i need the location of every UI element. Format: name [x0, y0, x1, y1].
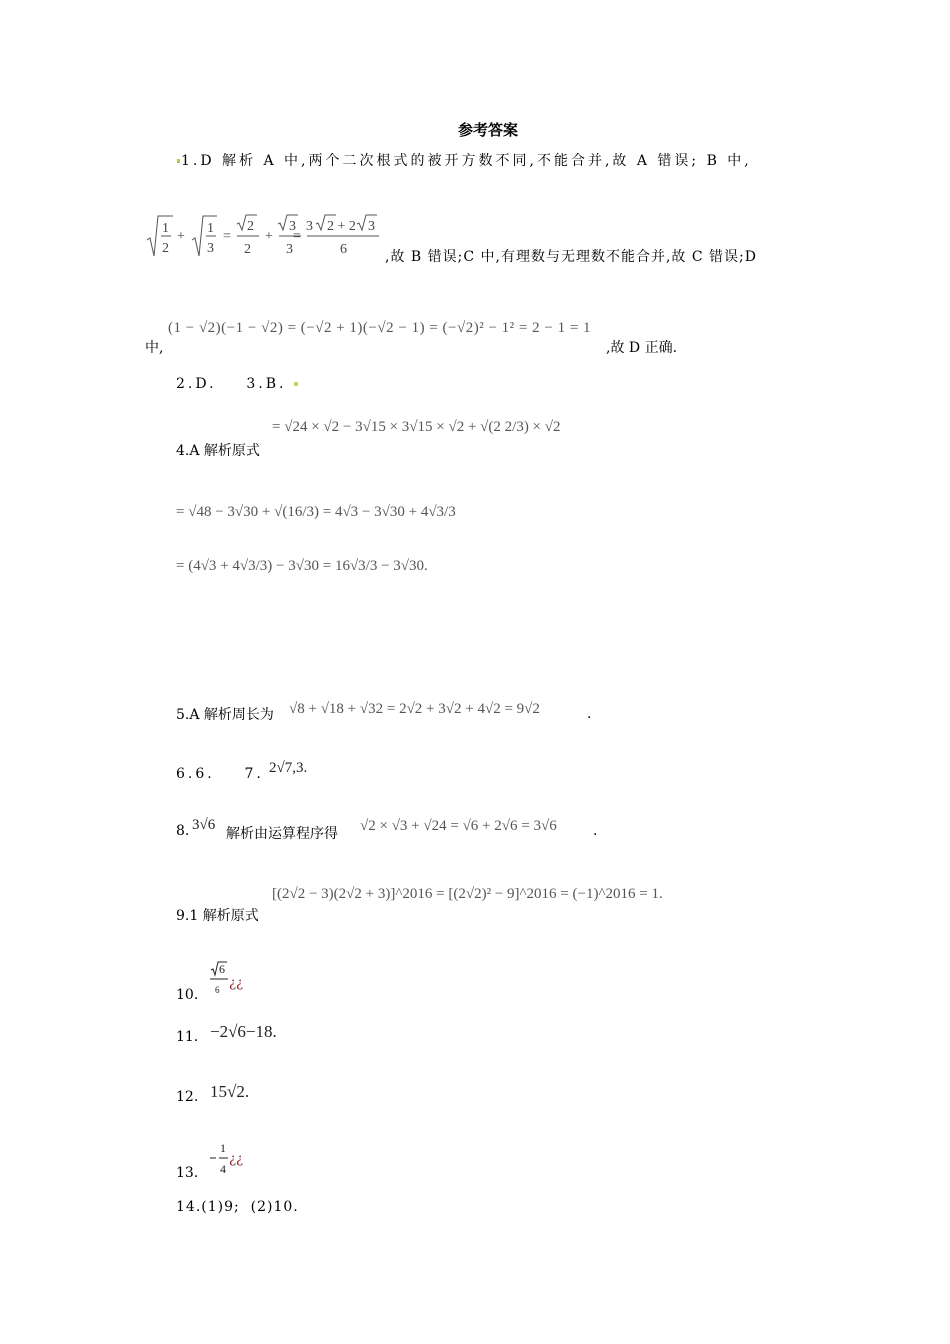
svg-text:=: = [223, 229, 231, 244]
answer-1-line1: 1.D 解析 A 中,两个二次根式的被开方数不同,不能合并,故 A 错误; B 中, [176, 150, 752, 170]
answer-10-label: 10. [176, 987, 199, 1003]
svg-text:+: + [265, 229, 273, 244]
answer-8-label: 8. [176, 823, 190, 839]
svg-text:2: 2 [244, 242, 251, 257]
answer-8-text: 解析由运算程序得 [226, 826, 338, 842]
answer-8-value: 3√6 [192, 817, 216, 833]
answer-1-line2: ,故 B 错误;C 中,有理数与无理数不能合并,故 C 错误;D [385, 249, 757, 265]
svg-text:6: 6 [219, 962, 225, 976]
svg-text:6: 6 [215, 985, 220, 995]
answer-10-artifact: ¿¿ [229, 976, 243, 991]
marker-dot [294, 382, 298, 386]
svg-text:6: 6 [340, 242, 347, 257]
svg-text:3: 3 [207, 241, 214, 256]
answer-4-equation-1: = √24 × √2 − 3√15 × 3√15 × √2 + √(2 2/3) × √2 [272, 419, 561, 435]
svg-text:+: + [177, 229, 185, 244]
svg-text:3: 3 [368, 219, 375, 234]
svg-text:2 + 2: 2 + 2 [327, 219, 356, 234]
answer-9-label: 9.1 解析原式 [176, 908, 259, 924]
page-title: 参考答案 [458, 121, 519, 139]
svg-text:3: 3 [286, 242, 293, 257]
answer-14: 14.(1)9; (2)10. [176, 1199, 299, 1215]
answer-12-label: 12. [176, 1089, 199, 1105]
answer-8-equation: √2 × √3 + √24 = √6 + 2√6 = 3√6 [360, 818, 557, 834]
marker-dot [177, 159, 180, 163]
answer-12-value: 15√2. [210, 1082, 250, 1101]
answer-5-label: 5.A 解析周长为 [176, 707, 274, 723]
svg-text:2: 2 [162, 241, 169, 256]
answer-4-equation-3: = (4√3 + 4√3/3) − 3√30 = 16√3/3 − 3√30. [176, 558, 428, 574]
svg-text:2: 2 [247, 219, 254, 234]
answer-4-equation-2: = √48 − 3√30 + √(16/3) = 4√3 − 3√30 + 4√3/3 [176, 504, 456, 520]
answer-7-value: 2√7,3. [269, 760, 308, 776]
svg-text:1: 1 [220, 1141, 226, 1155]
svg-text:3: 3 [306, 219, 313, 234]
svg-text:4: 4 [220, 1162, 226, 1176]
answer-11-label: 11. [176, 1029, 199, 1045]
answer-4-label: 4.A 解析原式 [176, 443, 260, 459]
answer-13-label: 13. [176, 1165, 199, 1181]
svg-text:3: 3 [289, 219, 296, 234]
svg-text:1: 1 [162, 221, 169, 236]
answer-5-end: . [587, 706, 592, 722]
answer-1-equation-b [143, 210, 388, 262]
answer-6-7-label: 6.6. 7. [176, 766, 264, 782]
answer-5-equation: √8 + √18 + √32 = 2√2 + 3√2 + 4√2 = 9√2 [289, 701, 540, 717]
answer-1-d-label: 中, [145, 340, 164, 356]
svg-text:1: 1 [207, 221, 214, 236]
answer-13-artifact: ¿¿ [229, 1152, 243, 1167]
answer-9-equation: [(2√2 − 3)(2√2 + 3)]^2016 = [(2√2)² − 9]^2016 = (−1)^2016 = 1. [272, 886, 663, 902]
answer-8-end: . [593, 823, 598, 839]
answer-2-3: 2.D. 3.B. [176, 376, 298, 392]
answer-1-line3: ,故 D 正确. [606, 340, 678, 356]
svg-text:=: = [293, 229, 301, 244]
answer-1-equation-d: (1 − √2)(−1 − √2) = (−√2 + 1)(−√2 − 1) = (−√2)² − 1² = 2 − 1 = 1 [168, 320, 592, 336]
answer-11-value: −2√6−18. [210, 1022, 277, 1041]
